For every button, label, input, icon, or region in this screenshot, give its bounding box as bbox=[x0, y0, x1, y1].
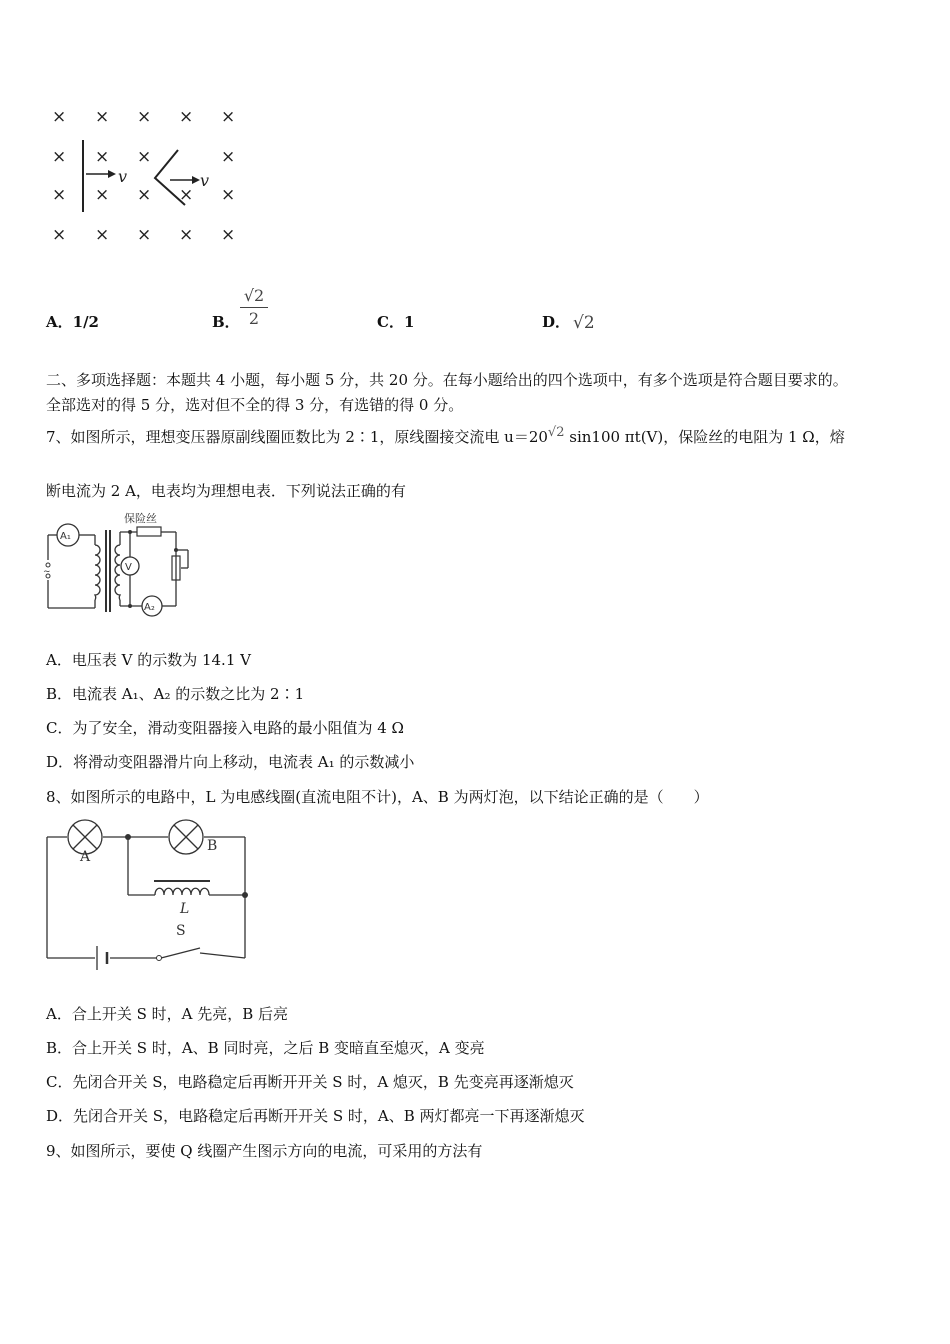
field-cross: × bbox=[221, 185, 236, 205]
field-cross: × bbox=[221, 107, 236, 127]
field-cross: × bbox=[95, 225, 110, 245]
option-letter: D． bbox=[542, 313, 571, 331]
field-cross: × bbox=[52, 147, 67, 167]
q7-option-b: B．电流表 A₁、A₂ 的示数之比为 2∶1 bbox=[46, 685, 305, 703]
field-cross: × bbox=[52, 225, 67, 245]
velocity-arrowhead-2 bbox=[192, 176, 200, 184]
field-cross: × bbox=[179, 185, 194, 205]
q8-option-b: B．合上开关 S 时，A、B 同时亮，之后 B 变暗直至熄灭，A 变亮 bbox=[46, 1039, 485, 1057]
q7-option-a: A．电压表 V 的示数为 14.1 V bbox=[46, 651, 251, 669]
field-cross: × bbox=[179, 107, 194, 127]
q7-stem-part2: sin100 πt(V)，保险丝的电阻为 1 Ω，熔 bbox=[564, 428, 845, 446]
q6-option-c bbox=[377, 312, 414, 332]
option-letter: A． bbox=[46, 313, 73, 331]
q7-option-c: C．为了安全，滑动变阻器接入电路的最小阻值为 4 Ω bbox=[46, 719, 404, 737]
field-cross: × bbox=[221, 147, 236, 167]
bulb-b-label: B bbox=[207, 838, 218, 854]
velocity-label-1: v bbox=[118, 167, 128, 186]
magnetic-field-figure bbox=[40, 100, 260, 250]
field-cross: × bbox=[95, 107, 110, 127]
option-text: 1/2 bbox=[72, 313, 99, 331]
ac-source-symbol: ~ bbox=[43, 567, 51, 577]
field-cross: × bbox=[179, 225, 194, 245]
transformer-circuit-figure bbox=[40, 510, 200, 620]
q8-option-c: C．先闭合开关 S，电路稳定后再断开开关 S 时，A 熄灭，B 先变亮再逐渐熄灭 bbox=[46, 1073, 574, 1091]
q7-stem-part1: 7、如图所示，理想变压器原副线圈匝数比为 2∶1，原线圈接交流电 u＝20 bbox=[46, 428, 548, 446]
q8-option-a: A．合上开关 S 时，A 先亮，B 后亮 bbox=[46, 1005, 289, 1023]
q7-stem-line2: 断电流为 2 A，电表均为理想电表．下列说法正确的有 bbox=[46, 482, 406, 500]
q8-stem: 8、如图所示的电路中，L 为电感线圈(直流电阻不计)，A、B 为两灯泡，以下结论正确的是（ ） bbox=[46, 788, 709, 806]
inductor-label: L bbox=[180, 901, 190, 917]
voltmeter-label: V bbox=[125, 562, 132, 573]
q6-option-b-fraction bbox=[238, 286, 270, 329]
q6-option-b bbox=[212, 312, 240, 332]
bulb-a-label: A bbox=[80, 849, 91, 865]
q6-option-d bbox=[542, 312, 570, 332]
ammeter-a2-label: A₂ bbox=[144, 602, 155, 613]
fuse-label: 保险丝 bbox=[124, 512, 157, 525]
q6-option-a bbox=[46, 312, 99, 332]
q8-option-d: D．先闭合开关 S，电路稳定后再断开开关 S 时，A、B 两灯都亮一下再逐渐熄灭 bbox=[46, 1107, 585, 1125]
field-cross: × bbox=[137, 107, 152, 127]
bulb-b bbox=[169, 820, 203, 854]
field-cross: × bbox=[137, 147, 152, 167]
field-cross: × bbox=[52, 107, 67, 127]
section2-line1: 二、多项选择题：本题共 4 小题，每小题 5 分，共 20 分。在每小题给出的四个选项中，有多个选项是符合题目要求的。 bbox=[46, 371, 848, 389]
q7-stem-line1 bbox=[46, 427, 845, 449]
velocity-label-2: v bbox=[200, 171, 210, 190]
fraction-denominator: 2 bbox=[248, 309, 260, 328]
section2-line2: 全部选对的得 5 分，选对但不全的得 3 分，有选错的得 0 分。 bbox=[46, 396, 464, 414]
field-cross: × bbox=[95, 147, 110, 167]
q7-sqrt: √2 bbox=[547, 425, 565, 440]
field-cross: × bbox=[137, 225, 152, 245]
switch-label: S bbox=[176, 923, 186, 939]
q9-stem: 9、如图所示，要使 Q 线圈产生图示方向的电流，可采用的方法有 bbox=[46, 1142, 483, 1160]
fraction-numerator: √2 bbox=[243, 286, 265, 305]
ammeter-a1-label: A₁ bbox=[60, 531, 71, 542]
inductor-circuit-figure bbox=[40, 815, 260, 975]
field-cross: × bbox=[221, 225, 236, 245]
q7-option-d: D．将滑动变阻器滑片向上移动，电流表 A₁ 的示数减小 bbox=[46, 753, 415, 771]
fraction-bar bbox=[240, 307, 268, 308]
velocity-arrowhead-1 bbox=[108, 170, 116, 178]
option-letter: C． bbox=[377, 313, 404, 331]
q6-option-d-value: √2 bbox=[573, 313, 595, 333]
option-text: 1 bbox=[403, 313, 415, 331]
field-cross: × bbox=[95, 185, 110, 205]
option-letter: B． bbox=[212, 313, 240, 331]
field-cross: × bbox=[52, 185, 67, 205]
field-cross: × bbox=[137, 185, 152, 205]
